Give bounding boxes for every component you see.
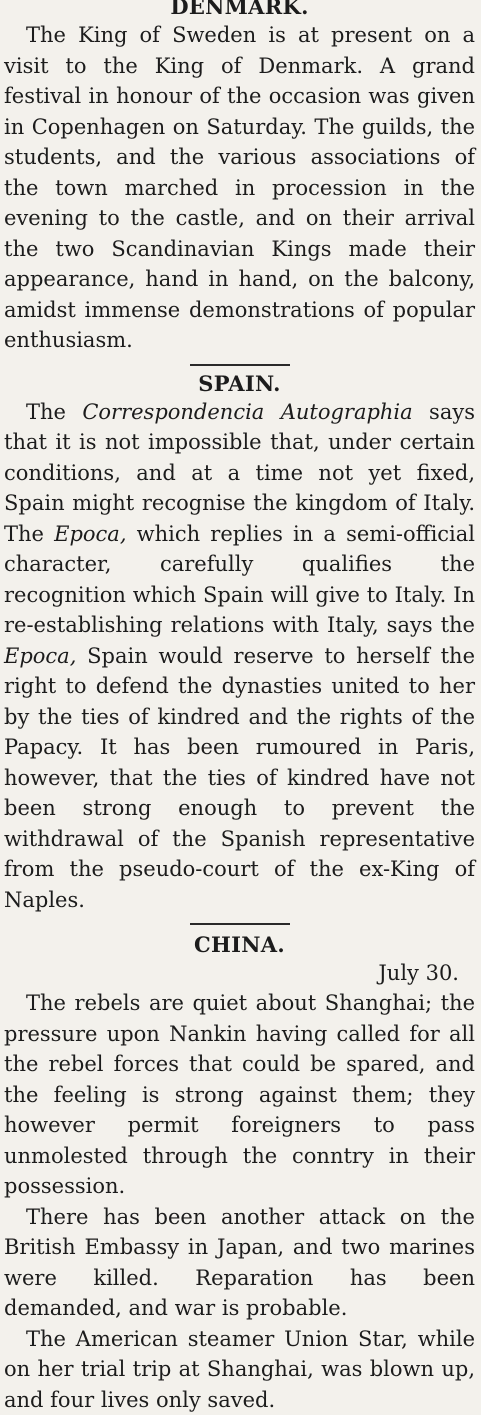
spain-text-part: The: [26, 400, 82, 424]
china-paragraph-3: The American steamer Union Star, while on her trial trip at Shanghai, was blown up, and four lives only saved.: [4, 1324, 475, 1415]
section-divider: [190, 923, 290, 925]
china-paragraph-2: There has been another attack on the British Embassy in Japan, and two marines were killed. Reparation has been demanded, and war is probable.: [4, 1202, 475, 1324]
dateline: July 30.: [4, 958, 475, 988]
newspaper-title-epoca: Epoca,: [4, 644, 76, 668]
newspaper-title-epoca: Epoca,: [54, 522, 126, 546]
newspaper-title-correspondencia: Correspondencia Autographia: [82, 400, 412, 424]
section-divider: [190, 364, 290, 366]
denmark-paragraph: The King of Sweden is at present on a visit to the King of Denmark. A grand festival in honour of the occasion was given in Copenhagen on Saturday. The guilds, the students, and the various associations of the town marched in procession in the evening to the castle, and on their arrival the two Scandinavian Kings made their appearance, hand in hand, on the balcony, amidst immense demonstrations of popular enthusiasm.: [4, 20, 475, 356]
section-heading-denmark: DENMARK.: [4, 0, 475, 20]
spain-text-part: Spain would reserve to herself the right to defend the dynasties united to her by the ties of kindred and the rights of the Papacy. It has been rumoured in Paris, however, that the ties of kindred have not been strong enough to prevent the withdrawal of the Spanish representative from the pseudo-court of the ex-King of Naples.: [4, 644, 475, 912]
section-heading-spain: SPAIN.: [4, 370, 475, 397]
spain-text-part: which replies in a semi-official character, carefully qualifies the recognition which Spain will give to Italy. In re-establishing relations with Italy, says the: [4, 522, 475, 638]
spain-paragraph: [4, 397, 475, 916]
section-heading-china: CHINA.: [4, 931, 475, 958]
china-paragraph-1: The rebels are quiet about Shanghai; the pressure upon Nankin having called for all the rebel forces that could be spared, and the feeling is strong against them; they however permit foreigners to pass unmolested through the conntry in their possession.: [4, 988, 475, 1202]
spain-text-part: says that it is not impossible that, under certain conditions, and at a time not yet fixed, Spain might recognise the kingdom of Italy. The: [4, 400, 475, 546]
